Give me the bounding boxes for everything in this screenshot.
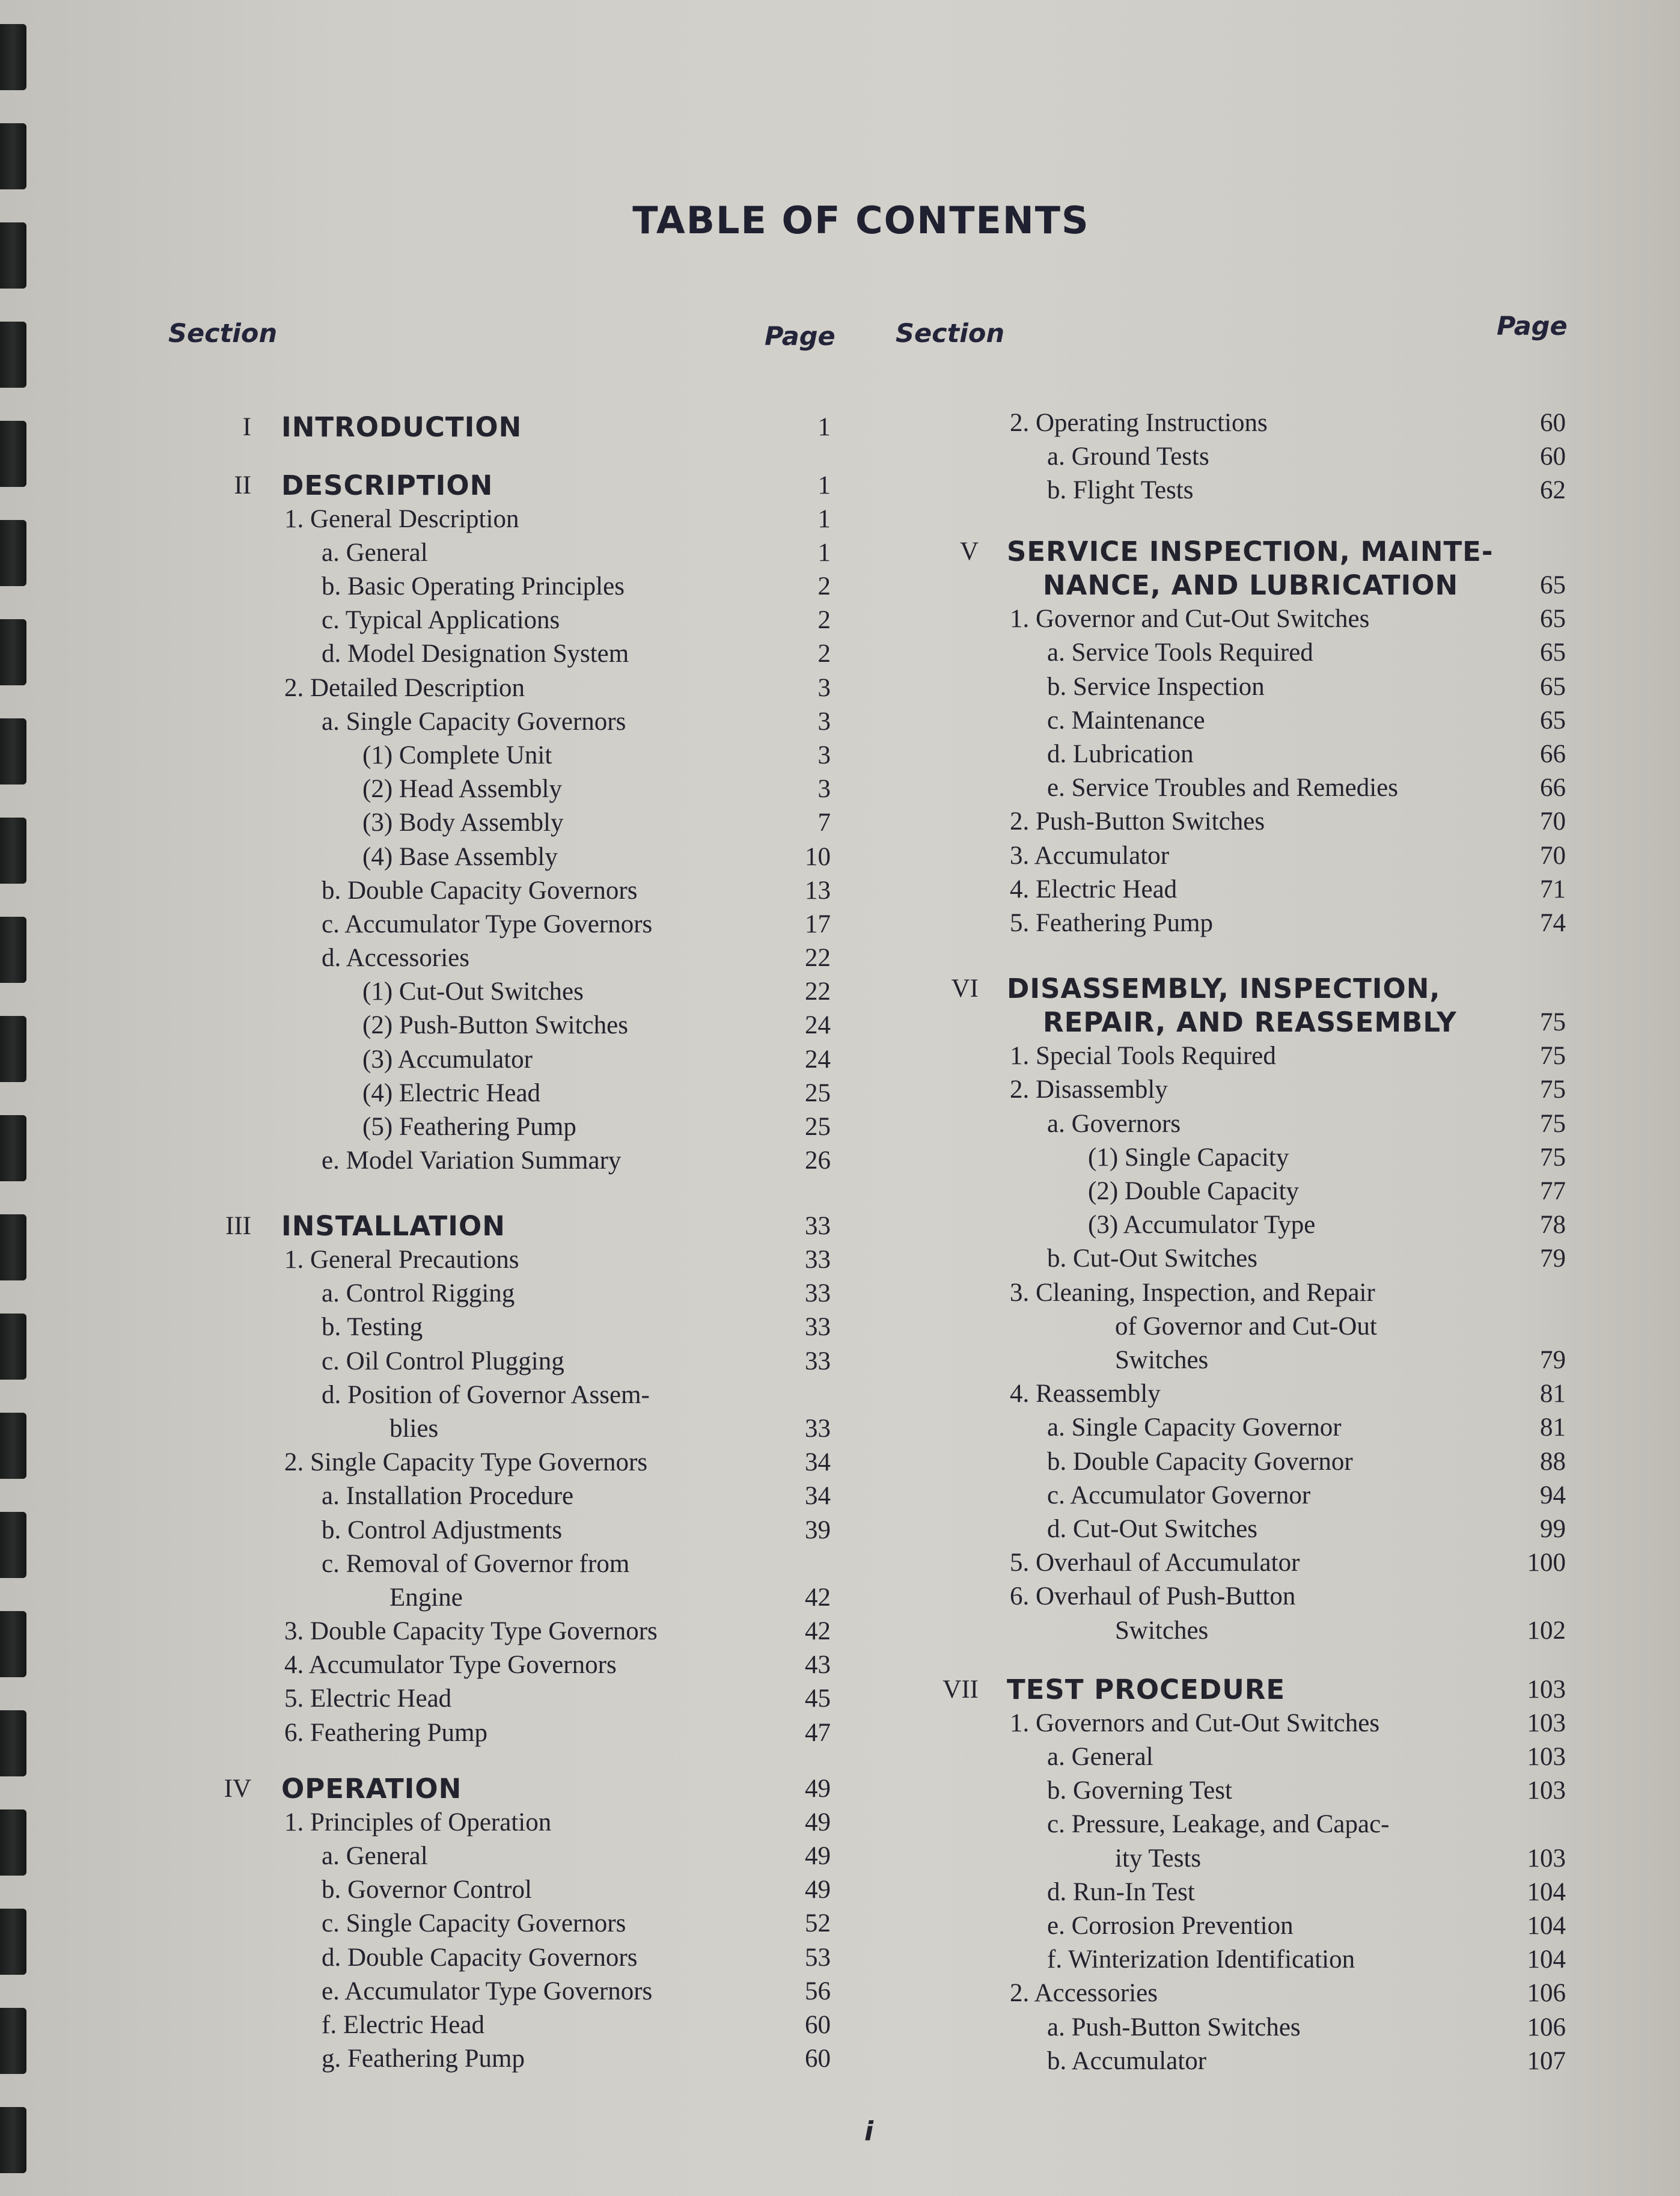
toc-page-number: 1 xyxy=(817,539,831,567)
section-title[interactable]: REPAIR, AND REASSEMBLY xyxy=(1043,1006,1457,1038)
toc-page-number: 34 xyxy=(805,1482,831,1510)
section-numeral: IV xyxy=(224,1775,251,1803)
toc-page-number: 75 xyxy=(1540,1143,1566,1172)
binding-loop xyxy=(0,1115,26,1181)
toc-page-number: 106 xyxy=(1527,1979,1566,2007)
toc-item-label[interactable]: b. Basic Operating Principles xyxy=(322,572,625,601)
toc-item-label[interactable]: e. Accumulator Type Governors xyxy=(322,1977,653,2005)
toc-page-number: 65 xyxy=(1540,706,1566,735)
toc-item-label[interactable]: Switches xyxy=(1115,1346,1209,1374)
toc-item-label[interactable]: (3) Accumulator xyxy=(362,1045,533,1074)
toc-item-label[interactable]: a. General xyxy=(322,539,428,567)
toc-item-label[interactable]: Engine xyxy=(389,1583,463,1612)
toc-item-label[interactable]: Switches xyxy=(1115,1616,1209,1645)
toc-item-label[interactable]: (3) Body Assembly xyxy=(362,809,564,837)
toc-page-number: 25 xyxy=(805,1113,831,1141)
toc-item-label[interactable]: d. Accessories xyxy=(322,944,469,972)
toc-item-label[interactable]: c. Accumulator Governor xyxy=(1047,1481,1311,1509)
toc-item-label[interactable]: d. Double Capacity Governors xyxy=(322,1944,638,1972)
toc-page-number: 13 xyxy=(805,876,831,905)
toc-item-label[interactable]: a. General xyxy=(322,1842,428,1870)
toc-page-number: 78 xyxy=(1540,1211,1566,1239)
toc-item-label[interactable]: 2. Disassembly xyxy=(1010,1075,1168,1104)
binding-loop xyxy=(0,24,26,90)
toc-page-number: 75 xyxy=(1540,1008,1566,1036)
toc-page-number: 2 xyxy=(817,606,831,634)
toc-item-label[interactable]: 5. Feathering Pump xyxy=(1010,909,1213,937)
toc-page-number: 106 xyxy=(1527,2013,1566,2042)
toc-item-label[interactable]: (4) Base Assembly xyxy=(362,843,558,871)
toc-item-label[interactable]: b. Governor Control xyxy=(322,1876,532,1904)
toc-page-number: 33 xyxy=(805,1212,831,1240)
toc-page-number: 104 xyxy=(1527,1912,1566,1940)
toc-page-number: 10 xyxy=(805,843,831,871)
toc-item-label[interactable]: a. Installation Procedure xyxy=(322,1482,574,1510)
toc-item-label[interactable]: 1. General Description xyxy=(284,505,519,533)
toc-item-label[interactable]: (2) Head Assembly xyxy=(362,775,562,803)
toc-item-label[interactable]: (4) Electric Head xyxy=(362,1079,541,1107)
page-number: i xyxy=(864,2116,874,2147)
toc-page-number: 49 xyxy=(805,1842,831,1870)
toc-item-label[interactable]: d. Lubrication xyxy=(1047,740,1194,768)
toc-page-number: 60 xyxy=(1540,409,1566,437)
toc-page-number: 81 xyxy=(1540,1380,1566,1408)
toc-item-label[interactable]: (2) Push-Button Switches xyxy=(362,1011,628,1039)
section-title[interactable]: DESCRIPTION xyxy=(281,469,493,501)
toc-item-label[interactable]: g. Feathering Pump xyxy=(322,2045,525,2073)
toc-page-number: 49 xyxy=(805,1808,831,1837)
section-title[interactable]: TEST PROCEDURE xyxy=(1007,1674,1286,1705)
toc-page-number: 53 xyxy=(805,1944,831,1972)
toc-page-number: 71 xyxy=(1540,875,1566,904)
toc-page-number: 45 xyxy=(805,1684,831,1713)
toc-item-label[interactable]: b. Flight Tests xyxy=(1047,476,1194,504)
toc-page-number: 3 xyxy=(817,674,831,702)
toc-page-number: 62 xyxy=(1540,476,1566,504)
toc-page-number: 70 xyxy=(1540,807,1566,836)
toc-item-label[interactable]: 1. General Precautions xyxy=(284,1246,519,1274)
toc-page-number: 60 xyxy=(1540,442,1566,471)
toc-item-label[interactable]: a. Governors xyxy=(1047,1110,1181,1138)
toc-item-label[interactable]: (5) Feathering Pump xyxy=(362,1113,576,1141)
toc-page-number: 75 xyxy=(1540,1042,1566,1070)
left-section-header: Section xyxy=(168,319,278,349)
binding-loop xyxy=(0,421,26,487)
toc-page-number: 24 xyxy=(805,1011,831,1039)
toc-item-label[interactable]: b. Double Capacity Governor xyxy=(1047,1448,1353,1476)
toc-page-number: 24 xyxy=(805,1045,831,1074)
section-numeral: VII xyxy=(942,1675,979,1704)
toc-item-label[interactable]: c. Single Capacity Governors xyxy=(322,1909,626,1938)
toc-page-number: 103 xyxy=(1527,1776,1566,1805)
toc-item-label[interactable]: (2) Double Capacity xyxy=(1088,1177,1300,1205)
toc-item-label[interactable]: c. Maintenance xyxy=(1047,706,1205,735)
toc-item-label[interactable]: e. Service Troubles and Remedies xyxy=(1047,774,1398,802)
toc-item-label[interactable]: (1) Cut-Out Switches xyxy=(362,977,584,1006)
toc-item-label[interactable]: 5. Overhaul of Accumulator xyxy=(1010,1549,1300,1577)
right-page-header: Page xyxy=(1497,311,1568,341)
toc-page-number: 81 xyxy=(1540,1413,1566,1442)
toc-page-number: 33 xyxy=(805,1313,831,1341)
toc-item-label[interactable]: d. Model Designation System xyxy=(322,640,629,668)
toc-page-number: 1 xyxy=(817,413,831,441)
section-numeral: I xyxy=(242,413,251,441)
toc-item-label[interactable]: 6. Overhaul of Push-Button xyxy=(1010,1582,1296,1610)
binding-loop xyxy=(0,1314,26,1380)
toc-item-label[interactable]: c. Typical Applications xyxy=(322,606,560,634)
toc-item-label[interactable]: (3) Accumulator Type xyxy=(1088,1211,1316,1239)
toc-item-label[interactable]: 2. Detailed Description xyxy=(284,674,525,702)
toc-page-number: 103 xyxy=(1527,1844,1566,1873)
toc-item-label[interactable]: 2. Single Capacity Type Governors xyxy=(284,1448,648,1476)
toc-item-label[interactable]: f. Winterization Identification xyxy=(1047,1945,1355,1974)
toc-item-label[interactable]: 6. Feathering Pump xyxy=(284,1719,487,1747)
toc-page-number: 22 xyxy=(805,977,831,1006)
binding-loop xyxy=(0,718,26,785)
toc-item-label[interactable]: 2. Operating Instructions xyxy=(1010,409,1268,437)
binding-loop xyxy=(0,322,26,388)
toc-page-number: 99 xyxy=(1540,1515,1566,1543)
toc-page-number: 52 xyxy=(805,1909,831,1938)
spiral-binding xyxy=(0,0,30,2196)
toc-page-number: 7 xyxy=(817,809,831,837)
toc-item-label[interactable]: 1. Principles of Operation xyxy=(284,1808,552,1837)
toc-page-number: 60 xyxy=(805,2045,831,2073)
toc-page-number: 88 xyxy=(1540,1448,1566,1476)
toc-page-number: 3 xyxy=(817,775,831,803)
toc-page-number: 33 xyxy=(805,1415,831,1443)
section-title[interactable]: INTRODUCTION xyxy=(281,411,522,443)
toc-page-number: 79 xyxy=(1540,1346,1566,1374)
binding-loop xyxy=(0,520,26,586)
toc-item-label[interactable]: b. Service Inspection xyxy=(1047,673,1265,701)
toc-page-number: 66 xyxy=(1540,774,1566,802)
toc-page-number: 26 xyxy=(805,1146,831,1175)
toc-item-label[interactable]: d. Run-In Test xyxy=(1047,1878,1195,1906)
toc-item-label[interactable]: ity Tests xyxy=(1115,1844,1202,1873)
toc-item-label[interactable]: 2. Push-Button Switches xyxy=(1010,807,1265,836)
toc-page-number: 3 xyxy=(817,741,831,769)
binding-loop xyxy=(0,1512,26,1578)
toc-page-number: 1 xyxy=(817,471,831,500)
toc-page-number: 17 xyxy=(805,910,831,938)
right-section-header: Section xyxy=(896,319,1005,349)
toc-page-number: 65 xyxy=(1540,638,1566,667)
toc-page-number: 56 xyxy=(805,1977,831,2005)
toc-page-number: 107 xyxy=(1527,2047,1566,2075)
toc-page-number: 39 xyxy=(805,1516,831,1544)
binding-loop xyxy=(0,2008,26,2074)
toc-page-number: 47 xyxy=(805,1719,831,1747)
toc-item-label[interactable]: 1. Governor and Cut-Out Switches xyxy=(1010,605,1370,633)
toc-item-label[interactable]: a. Single Capacity Governors xyxy=(322,708,626,736)
toc-page-number: 75 xyxy=(1540,1110,1566,1138)
toc-item-label[interactable]: a. Service Tools Required xyxy=(1047,638,1313,667)
binding-loop xyxy=(0,1413,26,1479)
toc-item-label[interactable]: (1) Complete Unit xyxy=(362,741,552,769)
binding-loop xyxy=(0,1710,26,1776)
toc-item-label[interactable]: a. Control Rigging xyxy=(322,1279,515,1308)
toc-page-number: 66 xyxy=(1540,740,1566,768)
toc-page-number: 103 xyxy=(1527,1675,1566,1704)
toc-page-number: 33 xyxy=(805,1347,831,1375)
toc-item-label[interactable]: e. Corrosion Prevention xyxy=(1047,1912,1294,1940)
toc-page-number: 42 xyxy=(805,1583,831,1612)
toc-page-number: 79 xyxy=(1540,1244,1566,1273)
toc-page-number: 102 xyxy=(1527,1616,1566,1645)
toc-page-number: 94 xyxy=(1540,1481,1566,1509)
toc-item-label[interactable]: a. Single Capacity Governor xyxy=(1047,1413,1342,1442)
toc-item-label[interactable]: b. Double Capacity Governors xyxy=(322,876,638,905)
binding-loop xyxy=(0,917,26,983)
toc-item-label[interactable]: f. Electric Head xyxy=(322,2011,484,2039)
toc-item-label[interactable]: 1. Governors and Cut-Out Switches xyxy=(1010,1709,1380,1737)
toc-item-label[interactable]: (1) Single Capacity xyxy=(1088,1143,1289,1172)
toc-item-label[interactable]: c. Pressure, Leakage, and Capac- xyxy=(1047,1810,1390,1838)
toc-page-number: 60 xyxy=(805,2011,831,2039)
toc-item-label[interactable]: e. Model Variation Summary xyxy=(322,1146,622,1175)
toc-item-label[interactable]: a. General xyxy=(1047,1743,1153,1771)
toc-item-label[interactable]: 3. Accumulator xyxy=(1010,842,1170,870)
section-numeral: V xyxy=(959,537,979,566)
toc-item-label[interactable]: c. Accumulator Type Governors xyxy=(322,910,653,938)
toc-item-label[interactable]: d. Position of Governor Assem- xyxy=(322,1381,650,1409)
section-numeral: III xyxy=(225,1212,251,1240)
binding-loop xyxy=(0,1016,26,1082)
toc-item-label[interactable]: b. Cut-Out Switches xyxy=(1047,1244,1257,1273)
binding-loop xyxy=(0,818,26,884)
toc-page-number: 34 xyxy=(805,1448,831,1476)
section-numeral: VI xyxy=(951,974,979,1003)
binding-loop xyxy=(0,1809,26,1876)
toc-item-label[interactable]: 3. Double Capacity Type Governors xyxy=(284,1617,658,1645)
page-title: TABLE OF CONTENTS xyxy=(632,198,1090,242)
toc-item-label[interactable]: b. Control Adjustments xyxy=(322,1516,563,1544)
toc-page-number: 65 xyxy=(1540,571,1566,599)
toc-page-number: 103 xyxy=(1527,1743,1566,1771)
toc-item-label[interactable]: b. Accumulator xyxy=(1047,2047,1207,2075)
toc-page-number: 103 xyxy=(1527,1709,1566,1737)
toc-page-number: 74 xyxy=(1540,909,1566,937)
toc-item-label[interactable]: blies xyxy=(389,1415,439,1443)
toc-item-label[interactable]: of Governor and Cut-Out xyxy=(1115,1312,1377,1341)
section-title[interactable]: OPERATION xyxy=(281,1773,462,1805)
toc-page-number: 1 xyxy=(817,505,831,533)
toc-page-number: 65 xyxy=(1540,673,1566,701)
binding-loop xyxy=(0,123,26,189)
toc-item-label[interactable]: 5. Electric Head xyxy=(284,1684,452,1713)
toc-page-number: 70 xyxy=(1540,842,1566,870)
binding-loop xyxy=(0,2107,26,2173)
toc-page-number: 65 xyxy=(1540,605,1566,633)
toc-page-number: 49 xyxy=(805,1775,831,1803)
toc-page-number: 104 xyxy=(1527,1945,1566,1974)
toc-item-label[interactable]: 4. Accumulator Type Governors xyxy=(284,1651,617,1679)
toc-page-number: 25 xyxy=(805,1079,831,1107)
toc-page-number: 33 xyxy=(805,1246,831,1274)
toc-item-label[interactable]: d. Cut-Out Switches xyxy=(1047,1515,1257,1543)
toc-page-number: 33 xyxy=(805,1279,831,1308)
binding-loop xyxy=(0,1611,26,1677)
left-page-header: Page xyxy=(765,322,835,352)
toc-item-label[interactable]: 1. Special Tools Required xyxy=(1010,1042,1276,1070)
toc-page-number: 3 xyxy=(817,708,831,736)
toc-page-number: 43 xyxy=(805,1651,831,1679)
toc-item-label[interactable]: 4. Reassembly xyxy=(1010,1380,1161,1408)
toc-page-number: 77 xyxy=(1540,1177,1566,1205)
toc-item-label[interactable]: 3. Cleaning, Inspection, and Repair xyxy=(1010,1279,1375,1307)
section-title[interactable]: DISASSEMBLY, INSPECTION, xyxy=(1007,973,1441,1005)
toc-page-number: 75 xyxy=(1540,1075,1566,1104)
binding-loop xyxy=(0,1214,26,1280)
section-title[interactable]: SERVICE INSPECTION, MAINTE- xyxy=(1007,536,1494,567)
toc-item-label[interactable]: b. Governing Test xyxy=(1047,1776,1232,1805)
toc-item-label[interactable]: 4. Electric Head xyxy=(1010,875,1178,904)
toc-item-label[interactable]: c. Removal of Governor from xyxy=(322,1550,630,1578)
toc-item-label[interactable]: a. Ground Tests xyxy=(1047,442,1209,471)
toc-page-number: 104 xyxy=(1527,1878,1566,1906)
toc-page-number: 2 xyxy=(817,572,831,601)
toc-item-label[interactable]: c. Oil Control Plugging xyxy=(322,1347,564,1375)
section-title[interactable]: NANCE, AND LUBRICATION xyxy=(1043,569,1459,601)
section-numeral: II xyxy=(234,471,251,500)
toc-item-label[interactable]: a. Push-Button Switches xyxy=(1047,2013,1301,2042)
binding-loop xyxy=(0,619,26,685)
toc-page-number: 49 xyxy=(805,1876,831,1904)
section-title[interactable]: INSTALLATION xyxy=(281,1210,506,1242)
binding-loop xyxy=(0,1909,26,1975)
toc-page-number: 2 xyxy=(817,640,831,668)
toc-page-number: 100 xyxy=(1527,1549,1566,1577)
toc-page-number: 42 xyxy=(805,1617,831,1645)
toc-item-label[interactable]: b. Testing xyxy=(322,1313,423,1341)
toc-item-label[interactable]: 2. Accessories xyxy=(1010,1979,1158,2007)
toc-page-number: 22 xyxy=(805,944,831,972)
